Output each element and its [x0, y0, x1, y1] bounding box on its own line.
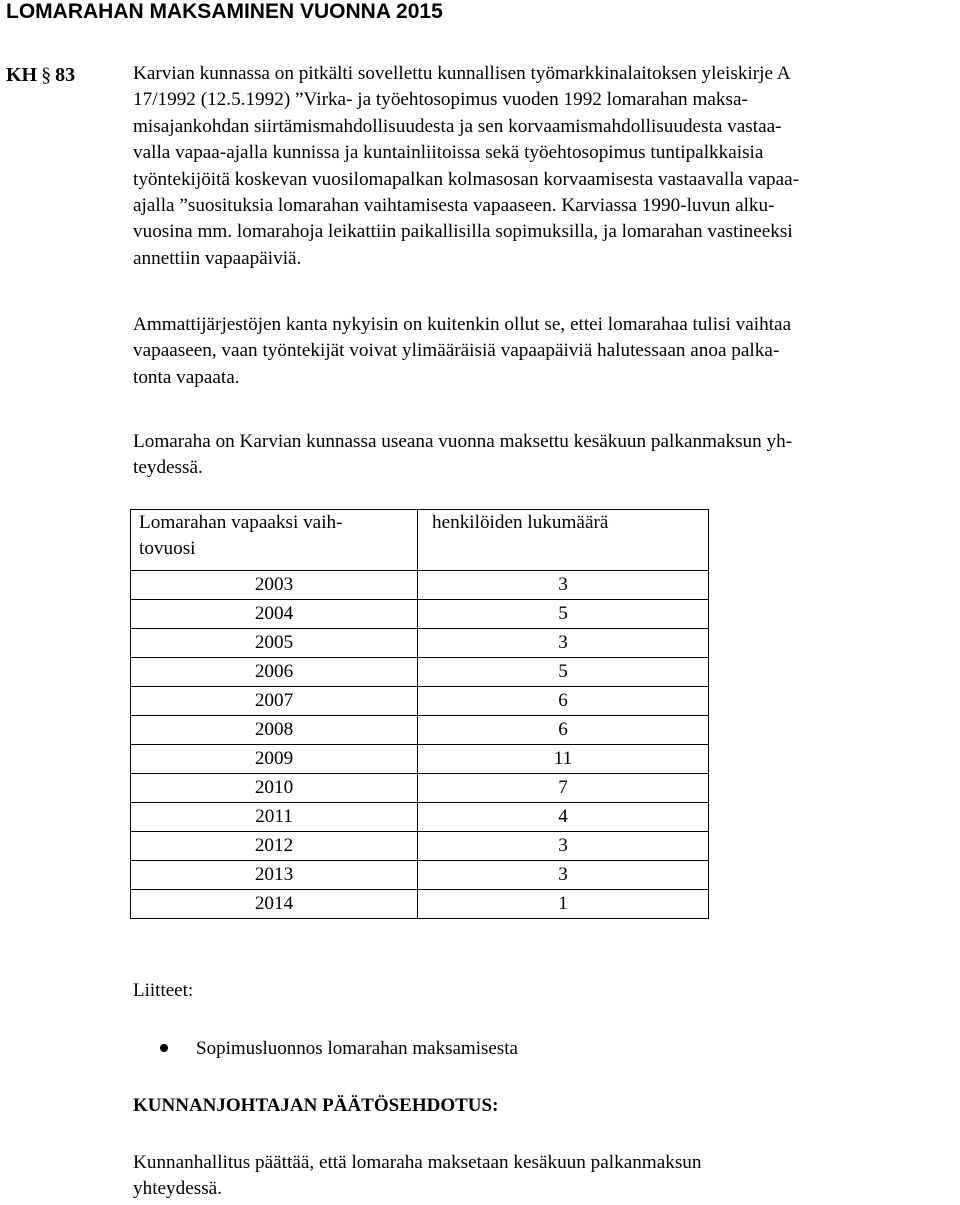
- count-cell: 1: [418, 890, 709, 919]
- table-header-row: [131, 510, 709, 571]
- text-line: tonta vapaata.: [133, 366, 240, 388]
- count-cell: 5: [418, 658, 709, 687]
- case-code: KH: [6, 64, 38, 86]
- year-cell: 2005: [131, 629, 418, 658]
- bullet-icon: [160, 1044, 168, 1052]
- text-line: vuosina mm. lomarahoja leikattiin paikallisilla sopimuksilla, ja lomarahan vastineeksi: [133, 221, 793, 243]
- header-year-line: Lomarahan vapaaksi vaih-: [139, 512, 343, 533]
- paragraph-background: [133, 61, 955, 272]
- table-row: [131, 890, 709, 919]
- text-line: valla vapaa-ajalla kunnissa ja kuntainliitoissa sekä työehtosopimus tuntipalkkaisia: [133, 142, 764, 164]
- table-row: [131, 571, 709, 600]
- text-line: annettiin vapaapäiviä.: [133, 247, 302, 269]
- year-cell: 2011: [131, 803, 418, 832]
- section-sign: §: [41, 64, 52, 86]
- text-line: teydessä.: [133, 457, 203, 479]
- text-line: Ammattijärjestöjen kanta nykyisin on kuitenkin ollut se, ettei lomarahaa tulisi vaihtaa: [133, 314, 792, 335]
- table-row: [131, 774, 709, 803]
- year-cell: 2003: [131, 571, 418, 600]
- table-row: [131, 745, 709, 774]
- header-count-cell: henkilöiden lukumäärä: [418, 510, 709, 571]
- count-cell: 6: [418, 687, 709, 716]
- year-cell: 2013: [131, 861, 418, 890]
- table-row: [131, 687, 709, 716]
- year-cell: 2008: [131, 716, 418, 745]
- text-line: Lomaraha on Karvian kunnassa useana vuonna maksettu kesäkuun palkanmaksun yh-: [133, 431, 793, 452]
- year-cell: 2010: [131, 774, 418, 803]
- document-heading: LOMARAHAN MAKSAMINEN VUONNA 2015: [6, 0, 443, 23]
- count-cell: 7: [418, 774, 709, 803]
- case-number-value: 83: [55, 64, 76, 86]
- year-cell: 2014: [131, 890, 418, 919]
- count-cell: 4: [418, 803, 709, 832]
- text-line: työntekijöitä koskevan vuosilomapalkan kolmasosan korvaamisesta vastaavalla vapaa-: [133, 168, 800, 190]
- year-cell: 2006: [131, 658, 418, 687]
- text-line: ajalla ”suosituksia lomarahan vaihtamisesta vapaaseen. Karviassa 1990-luvun alku-: [133, 195, 775, 217]
- case-number: [6, 62, 75, 88]
- count-cell: 3: [418, 861, 709, 890]
- header-year-line: tovuosi: [139, 538, 196, 559]
- count-cell: 6: [418, 716, 709, 745]
- header-year-cell: [131, 510, 418, 571]
- paragraph-payment-practice: [133, 429, 955, 482]
- text-line: misajankohdan siirtämismahdollisuudesta ja sen korvaamismahdollisuudesta vastaa-: [133, 115, 782, 137]
- table-row: [131, 716, 709, 745]
- text-line: Kunnanhallitus päättää, että lomaraha maksetaan kesäkuun palkanmaksun: [133, 1152, 702, 1173]
- count-cell: 5: [418, 600, 709, 629]
- attachment-item: [160, 1036, 518, 1062]
- text-line: vapaaseen, vaan työntekijät voivat ylimääräisiä vapaapäiviä halutessaan anoa palka-: [133, 340, 780, 362]
- paragraph-union-position: [133, 312, 955, 391]
- proposal-title: KUNNANJOHTAJAN PÄÄTÖSEHDOTUS:: [133, 1095, 499, 1116]
- attachment-item-label: Sopimusluonnos lomarahan maksamisesta: [196, 1038, 518, 1059]
- count-cell: 11: [418, 745, 709, 774]
- table-row: [131, 658, 709, 687]
- exchange-table: [130, 509, 709, 919]
- year-cell: 2004: [131, 600, 418, 629]
- table-row: [131, 600, 709, 629]
- paragraph-proposal: [133, 1150, 955, 1203]
- count-cell: 3: [418, 629, 709, 658]
- text-line: yhteydessä.: [133, 1178, 222, 1200]
- count-cell: 3: [418, 832, 709, 861]
- text-line: 17/1992 (12.5.1992) ”Virka- ja työehtosopimus vuoden 1992 lomarahan maksa-: [133, 89, 748, 111]
- year-cell: 2009: [131, 745, 418, 774]
- table-row: [131, 803, 709, 832]
- table-row: [131, 832, 709, 861]
- year-cell: 2007: [131, 687, 418, 716]
- table-row: [131, 861, 709, 890]
- text-line: Karvian kunnassa on pitkälti sovellettu kunnallisen työmarkkinalaitoksen yleiskirje A: [133, 63, 791, 84]
- attachments-label: Liitteet:: [133, 980, 194, 1001]
- count-cell: 3: [418, 571, 709, 600]
- table-row: [131, 629, 709, 658]
- year-cell: 2012: [131, 832, 418, 861]
